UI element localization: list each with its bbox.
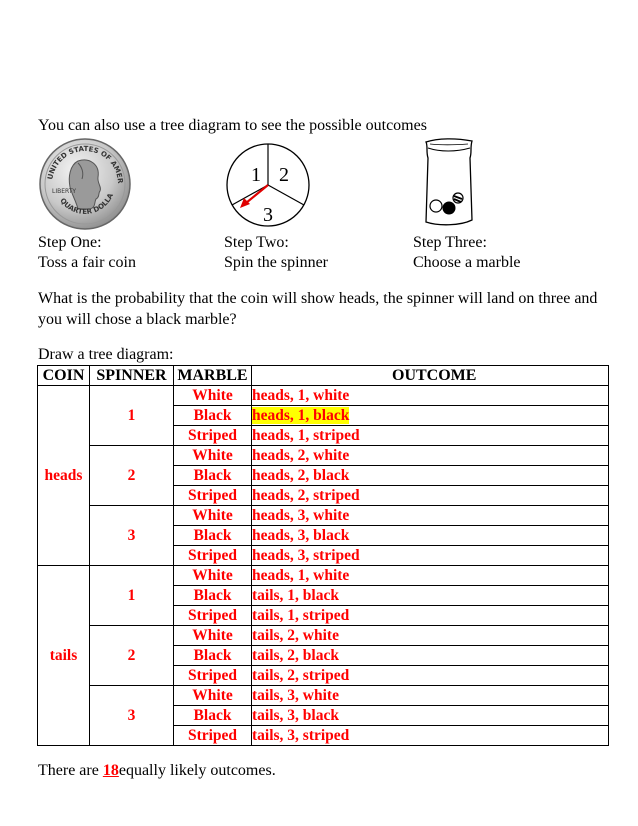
- outcome-cell: [252, 466, 609, 486]
- spinner-cell: 3: [90, 506, 174, 566]
- question-text: What is the probability that the coin will show heads, the spinner will land on three and you will chose a black marble?: [38, 290, 598, 328]
- header-marble: MARBLE: [174, 366, 252, 386]
- outcome-text: heads, 1, white: [252, 566, 350, 584]
- outcome-text: heads, 3, striped: [252, 546, 360, 564]
- step-two: [224, 233, 414, 273]
- step-one-text: Toss a fair coin: [38, 254, 136, 271]
- marble-cell: Black: [174, 646, 252, 666]
- outcome-cell: [252, 406, 609, 426]
- draw-label: Draw a tree diagram:: [38, 346, 174, 363]
- outcome-text: heads, 3, black: [252, 526, 350, 544]
- table-row: [38, 446, 609, 466]
- outcome-cell: [252, 526, 609, 546]
- outcome-cell: [252, 426, 609, 446]
- spinner-section-2: 2: [279, 164, 289, 186]
- outcome-text: heads, 1, white: [252, 386, 350, 404]
- outcome-cell: [252, 706, 609, 726]
- marble-cell: Black: [174, 466, 252, 486]
- spinner-cell: 1: [90, 386, 174, 446]
- coin-text-liberty: LIBERTY: [52, 188, 77, 195]
- coin-cell: tails: [38, 566, 90, 746]
- outcome-text: heads, 2, white: [252, 446, 350, 464]
- highlighted-outcome: heads, 1, black: [252, 406, 350, 424]
- outcome-count: 18: [102, 762, 119, 779]
- marble-cell: Striped: [174, 546, 252, 566]
- outcome-text: tails, 1, black: [252, 586, 339, 604]
- marble-cell: Striped: [174, 426, 252, 446]
- marble-cell: Black: [174, 526, 252, 546]
- table-row: [38, 686, 609, 706]
- outcome-cell: [252, 646, 609, 666]
- outcome-cell: [252, 566, 609, 586]
- spinner-cell: 2: [90, 626, 174, 686]
- marble-cell: Striped: [174, 486, 252, 506]
- outcome-text: tails, 3, black: [252, 706, 339, 724]
- black-marble-icon: [443, 202, 456, 215]
- spinner-cell: 1: [90, 566, 174, 626]
- final-sentence: [38, 761, 276, 781]
- outcome-cell: [252, 486, 609, 506]
- header-outcome: OUTCOME: [252, 366, 609, 386]
- outcome-text: tails, 3, white: [252, 686, 339, 704]
- outcome-text: tails, 2, black: [252, 646, 339, 664]
- table-header-row: [38, 366, 609, 386]
- outcome-cell: [252, 506, 609, 526]
- table-row: [38, 566, 609, 586]
- marble-cell: Striped: [174, 726, 252, 746]
- outcome-cell: [252, 626, 609, 646]
- outcome-cell: [252, 586, 609, 606]
- outcome-cell: [252, 386, 609, 406]
- outcome-text: tails, 2, white: [252, 626, 339, 644]
- outcome-text: tails, 3, striped: [252, 726, 350, 744]
- outcome-cell: [252, 446, 609, 466]
- step-three-title: Step Three:: [413, 234, 487, 251]
- spinner-cell: 3: [90, 686, 174, 746]
- outcome-text: heads, 1, striped: [252, 426, 360, 444]
- marble-cell: White: [174, 686, 252, 706]
- header-coin: COIN: [38, 366, 90, 386]
- spinner-icon: [224, 141, 312, 229]
- step-two-text: Spin the spinner: [224, 254, 328, 271]
- outcome-text: tails, 1, striped: [252, 606, 350, 624]
- step-two-title: Step Two:: [224, 234, 289, 251]
- spinner-cell: 2: [90, 446, 174, 506]
- outcome-text: heads, 3, white: [252, 506, 350, 524]
- marble-cell: White: [174, 386, 252, 406]
- step-three: [413, 233, 603, 273]
- spinner-section-3: 3: [263, 204, 273, 226]
- table-row: [38, 506, 609, 526]
- outcome-text: tails, 2, striped: [252, 666, 350, 684]
- intro-text: You can also use a tree diagram to see the possible outcomes: [38, 117, 427, 134]
- marble-cell: Black: [174, 706, 252, 726]
- marble-cell: White: [174, 506, 252, 526]
- outcome-cell: [252, 686, 609, 706]
- coin-text-top: UNITED STATES OF AMER: [46, 144, 125, 184]
- marble-cell: Striped: [174, 606, 252, 626]
- marble-cell: Black: [174, 406, 252, 426]
- quarter-coin-icon: [38, 137, 132, 231]
- outcome-cell: [252, 546, 609, 566]
- coin-text-bottom: QUARTER DOLLA: [58, 192, 115, 216]
- spinner-section-1: 1: [251, 164, 261, 186]
- white-marble-icon: [430, 200, 442, 212]
- step-three-text: Choose a marble: [413, 254, 521, 271]
- final-text-before: There are: [38, 762, 103, 779]
- final-text-after: equally likely outcomes.: [118, 762, 276, 779]
- tree-body: [38, 386, 609, 746]
- marble-cell: White: [174, 566, 252, 586]
- outcome-cell: [252, 666, 609, 686]
- marble-cell: Black: [174, 586, 252, 606]
- outcome-text: heads, 2, striped: [252, 486, 360, 504]
- outcome-cell: [252, 726, 609, 746]
- table-row: [38, 626, 609, 646]
- step-one: [38, 233, 228, 273]
- marble-cell: Striped: [174, 666, 252, 686]
- coin-cell: heads: [38, 386, 90, 566]
- step-one-title: Step One:: [38, 234, 102, 251]
- marble-bag-icon: [420, 136, 478, 230]
- outcome-text: heads, 2, black: [252, 466, 350, 484]
- marble-cell: White: [174, 446, 252, 466]
- marble-cell: White: [174, 626, 252, 646]
- outcome-cell: [252, 606, 609, 626]
- tree-diagram-table: [37, 365, 609, 746]
- header-spinner: SPINNER: [90, 366, 174, 386]
- table-row: [38, 386, 609, 406]
